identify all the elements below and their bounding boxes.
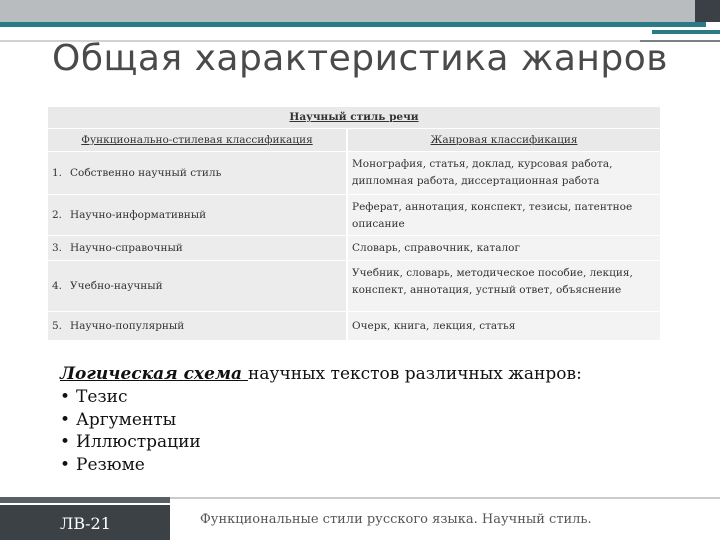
footer-text: Функциональные стили русского языка. Научный стиль.: [200, 512, 592, 527]
row-number: 4.: [52, 280, 63, 292]
footer-dark-cap: [0, 497, 170, 503]
row-style: Научно-популярный: [70, 320, 185, 332]
scheme-heading-rest: научных текстов различных жанров:: [247, 364, 582, 384]
row-genres: Реферат, аннотация, конспект, тезисы, патентное описание: [348, 195, 660, 235]
row-style: Научно-информативный: [70, 209, 207, 221]
table-row: [48, 260, 660, 311]
scheme-heading: [60, 362, 582, 386]
list-item: • Аргументы: [60, 409, 177, 430]
row-style: Собственно научный стиль: [70, 167, 222, 179]
list-item: • Резюме: [60, 454, 145, 475]
band-dark-block: [695, 0, 720, 22]
row-number: 3.: [52, 242, 63, 254]
row-genres: Словарь, справочник, каталог: [348, 236, 660, 260]
bullet-icon: •: [60, 387, 71, 407]
row-style: Научно-справочный: [70, 242, 183, 254]
table-header-row: [48, 128, 660, 151]
scheme-heading-emphasis: Логическая схема: [60, 364, 248, 384]
list-item: • Иллюстрации: [60, 432, 201, 452]
table-row: [48, 235, 660, 260]
footer-divider: [170, 497, 720, 499]
bullet-icon: •: [60, 409, 71, 430]
row-style: Учебно-научный: [70, 280, 163, 292]
list-item: • Тезис: [60, 387, 128, 407]
header-genre-classification: Жанровая классификация: [348, 129, 660, 151]
row-genres: Учебник, словарь, методическое пособие, лекция, конспект, аннотация, устный ответ, объяснение: [348, 261, 660, 311]
table-row: [48, 151, 660, 194]
row-number: 1.: [52, 167, 63, 179]
genres-table: [48, 107, 660, 340]
row-genres: Монография, статья, доклад, курсовая работа, дипломная работа, диссертационная работа: [348, 152, 660, 194]
table-caption: Научный стиль речи: [48, 107, 660, 128]
band-gray: [0, 0, 695, 22]
bullet-icon: •: [60, 454, 71, 475]
row-number: 5.: [52, 320, 63, 332]
footer-slide-id: ЛВ-21: [60, 514, 111, 533]
bullet-icon: •: [60, 432, 71, 452]
row-genres: Очерк, книга, лекция, статья: [348, 312, 660, 340]
table-row: [48, 194, 660, 235]
top-decorative-band: [0, 0, 720, 22]
band-teal-strip: [0, 22, 706, 27]
table-row: [48, 311, 660, 340]
slide-title: Общая характеристика жанров: [51, 38, 669, 79]
scheme-list: [60, 386, 582, 476]
header-style-classification: Функционально-стилевая классификация: [48, 129, 348, 151]
row-number: 2.: [52, 209, 63, 221]
logical-scheme: [60, 362, 582, 476]
band-teal-strip-right: [652, 30, 720, 34]
